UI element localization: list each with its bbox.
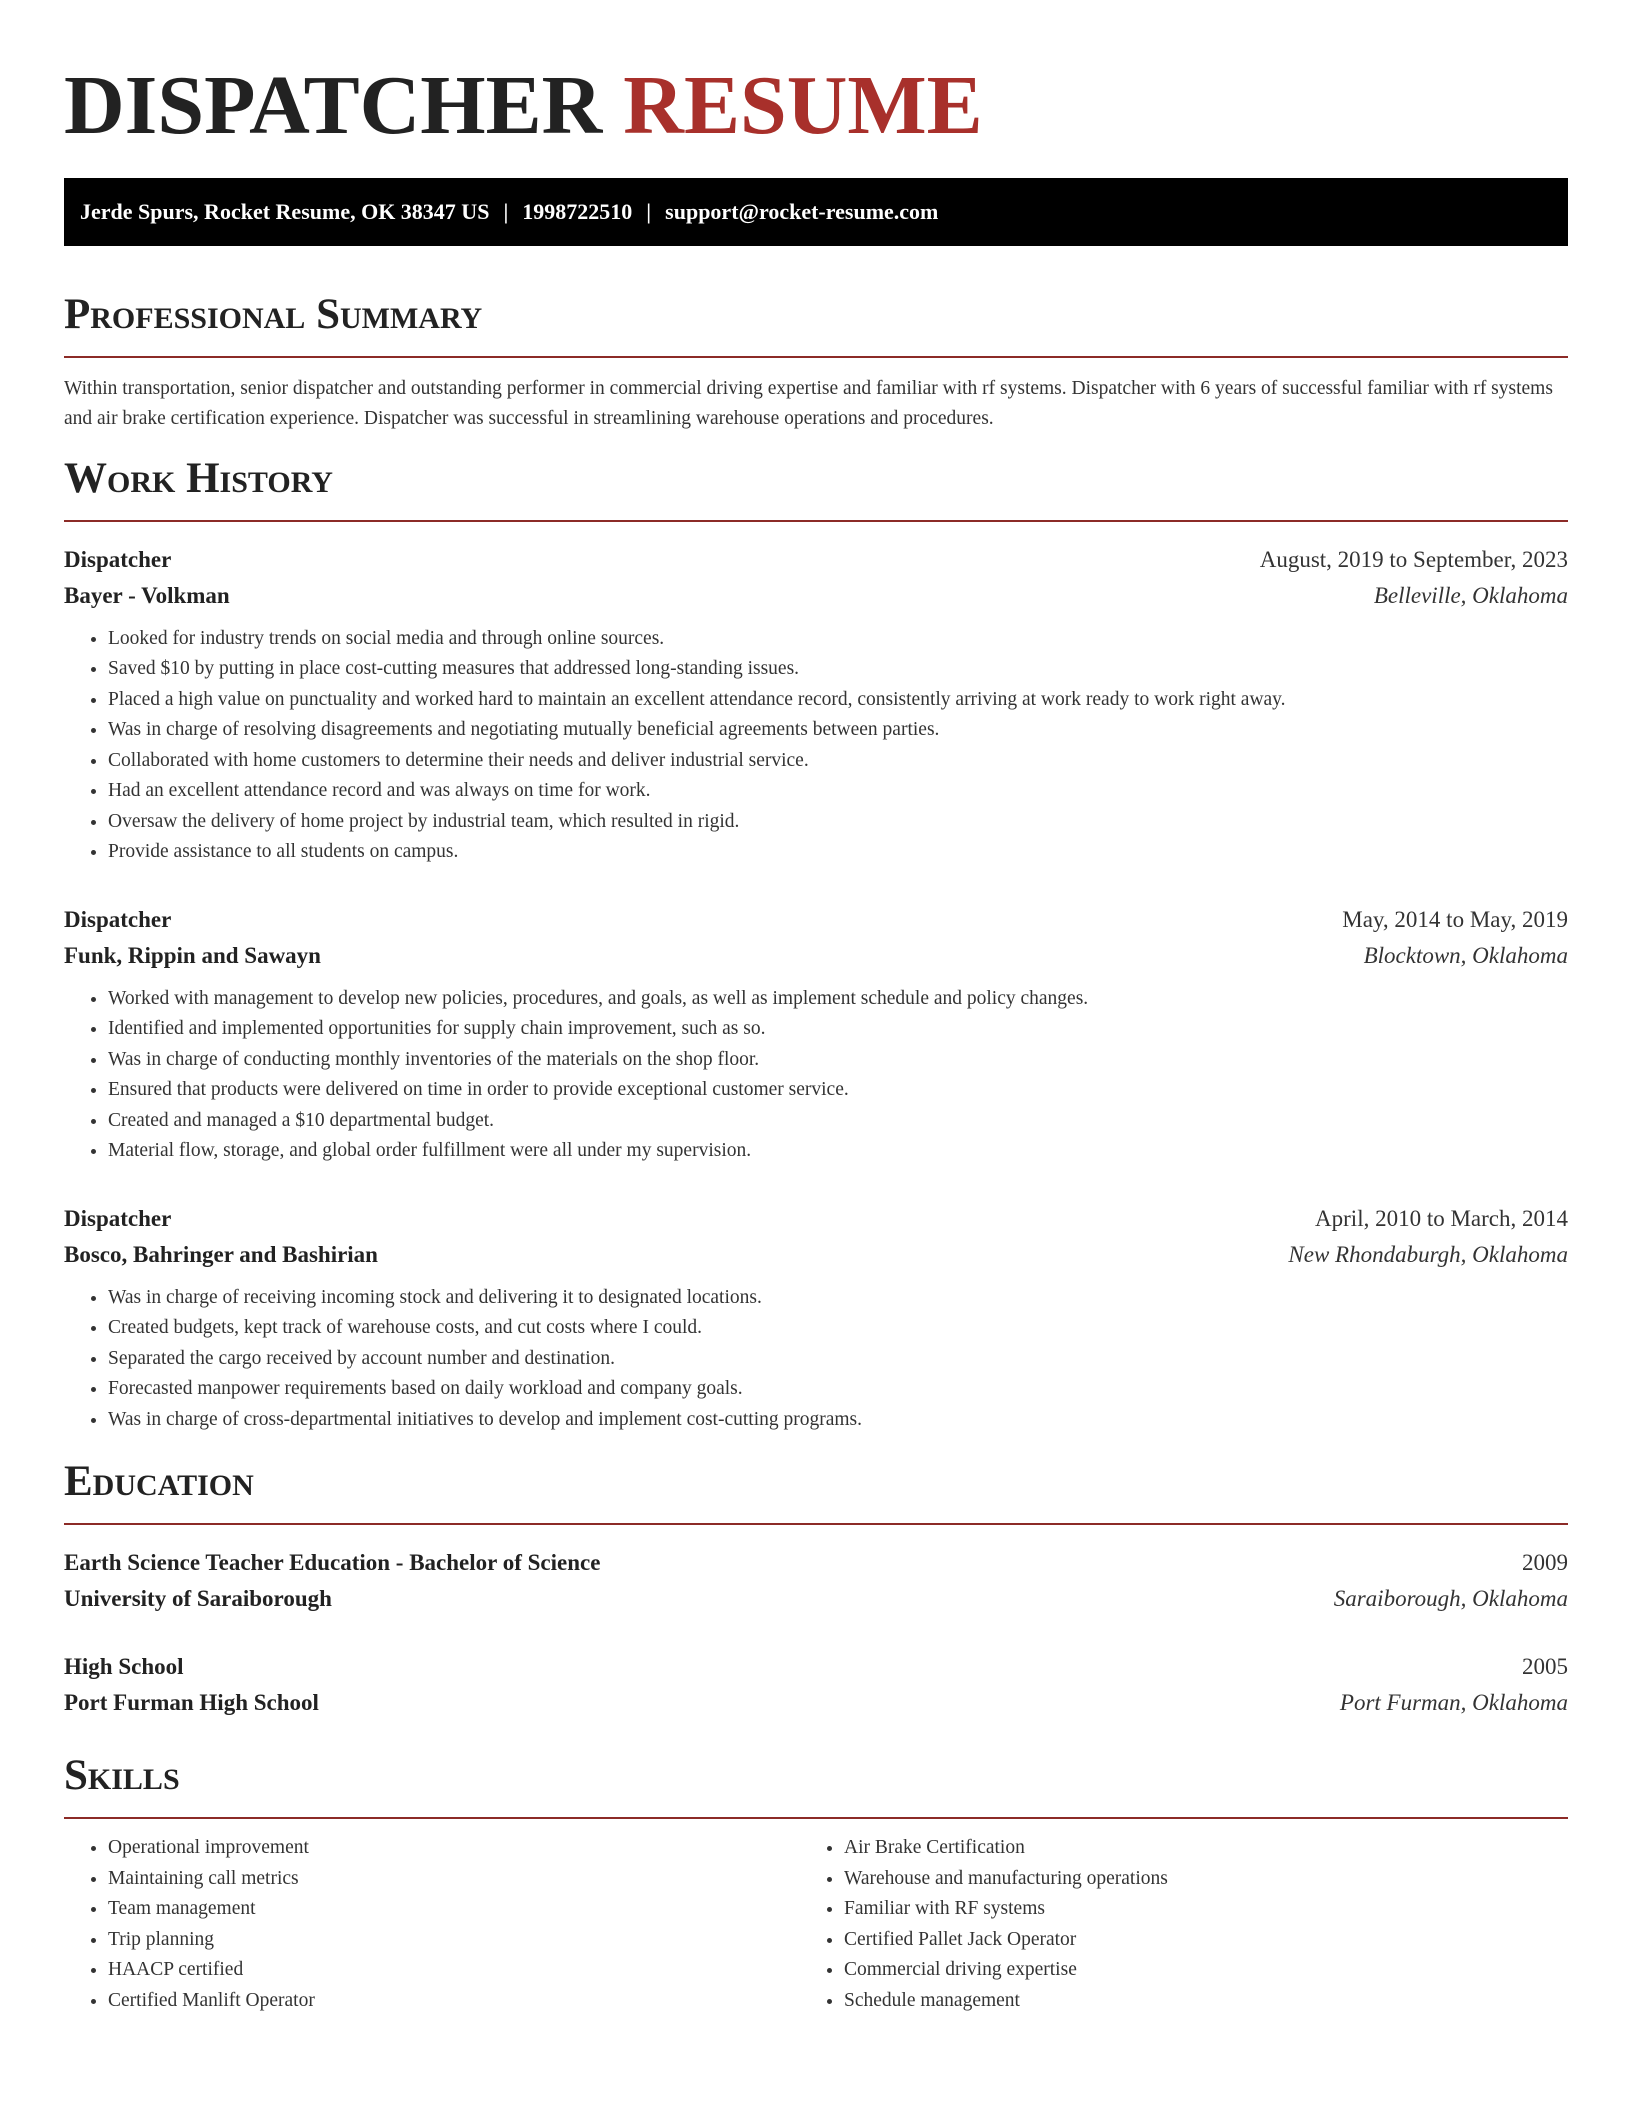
resume-title [64, 56, 1568, 156]
summary-text: Within transportation, senior dispatcher and outstanding performer in commercial driving expertise and familiar with rf systems. Dispatcher with 6 years of successful familiar with rf systems and air brake certification experience. Dispatcher was successful in streamlining warehouse operations and procedures. [64, 378, 1553, 429]
education-entry [64, 1545, 1568, 1617]
job-bullet: • Provide assistance to all students on campus. [108, 837, 1568, 868]
education-year: 2009 [1522, 1550, 1568, 1575]
education-school-row [64, 1581, 1568, 1617]
education-heading: Education [64, 1458, 254, 1505]
section-divider [64, 356, 1568, 358]
job-bullet: • Saved $10 by putting in place cost-cutting measures that addressed long-standing issues. [108, 654, 1568, 685]
job-bullet: • Created budgets, kept track of warehouse costs, and cut costs where I could. [108, 1313, 1568, 1344]
job-bullet: • Had an excellent attendance record and was always on time for work. [108, 776, 1568, 807]
skills-left-list [64, 1833, 800, 2016]
job-header-row [64, 1201, 1568, 1237]
skill-item: • Maintaining call metrics [108, 1864, 800, 1895]
job-company: Bayer - Volkman [64, 582, 230, 608]
job-bullet: • Material flow, storage, and global order fulfillment were all under my supervision. [108, 1136, 1568, 1167]
job-bullet: • Forecasted manpower requirements based on daily workload and company goals. [108, 1374, 1568, 1405]
job-entry [64, 902, 1568, 1167]
job-bullets [64, 624, 1568, 868]
job-entry [64, 542, 1568, 868]
education-entry [64, 1649, 1568, 1721]
job-company-row [64, 1237, 1568, 1273]
job-bullet: • Was in charge of receiving incoming stock and delivering it to designated locations. [108, 1283, 1568, 1314]
contact-bar [64, 178, 1568, 246]
job-bullet: • Oversaw the delivery of home project by industrial team, which resulted in rigid. [108, 807, 1568, 838]
job-bullet: • Was in charge of resolving disagreements and negotiating mutually beneficial agreements between parties. [108, 715, 1568, 746]
skill-item: • Schedule management [844, 1986, 1536, 2017]
skill-item: • Operational improvement [108, 1833, 800, 1864]
job-bullet: • Placed a high value on punctuality and worked hard to maintain an excellent attendance record, consistently arriving at work ready to work right away. [108, 685, 1568, 716]
job-bullets [64, 1283, 1568, 1436]
skill-item: • Commercial driving expertise [844, 1955, 1536, 1986]
job-company: Bosco, Bahringer and Bashirian [64, 1241, 378, 1267]
education-header-row [64, 1649, 1568, 1685]
skills-right-list [800, 1833, 1536, 2016]
skills-heading: Skills [64, 1752, 180, 1799]
skill-item: • Air Brake Certification [844, 1833, 1536, 1864]
job-bullet: • Worked with management to develop new policies, procedures, and goals, as well as implement schedule and policy changes. [108, 984, 1568, 1015]
skill-item: • Certified Pallet Jack Operator [844, 1925, 1536, 1956]
education-location: Port Furman, Oklahoma [1339, 1690, 1568, 1715]
job-dates: May, 2014 to May, 2019 [1342, 906, 1568, 932]
job-company-row [64, 578, 1568, 614]
education-header-row [64, 1545, 1568, 1581]
education-section [64, 1457, 1568, 1721]
job-header-row [64, 542, 1568, 578]
education-school: University of Saraiborough [64, 1586, 332, 1611]
title-dispatcher: DISPATCHER [64, 59, 603, 152]
work-history-section [64, 454, 1568, 1436]
education-location: Saraiborough, Oklahoma [1333, 1586, 1568, 1611]
skill-item: • Warehouse and manufacturing operations [844, 1864, 1536, 1895]
job-title: Dispatcher [64, 1205, 172, 1231]
job-bullet: • Identified and implemented opportunities for supply chain improvement, such as so. [108, 1014, 1568, 1045]
job-bullet: • Created and managed a $10 departmental budget. [108, 1106, 1568, 1137]
job-title: Dispatcher [64, 546, 172, 572]
job-location: New Rhondaburgh, Oklahoma [1288, 1241, 1568, 1267]
education-year: 2005 [1522, 1654, 1568, 1679]
job-bullets [64, 984, 1568, 1167]
job-company-row [64, 938, 1568, 974]
job-bullet: • Separated the cargo received by account number and destination. [108, 1344, 1568, 1375]
contact-separator: | [503, 199, 509, 224]
job-bullet: • Ensured that products were delivered on time in order to provide exceptional customer service. [108, 1075, 1568, 1106]
contact-separator: | [646, 199, 652, 224]
job-dates: August, 2019 to September, 2023 [1259, 546, 1568, 572]
job-header-row [64, 902, 1568, 938]
job-bullet: • Was in charge of cross-departmental initiatives to develop and implement cost-cutting programs. [108, 1405, 1568, 1436]
section-divider [64, 1523, 1568, 1525]
skill-item: • Certified Manlift Operator [108, 1986, 800, 2017]
section-divider [64, 1817, 1568, 1819]
contact-address: Jerde Spurs, Rocket Resume, OK 38347 US [80, 199, 490, 224]
summary-section [64, 290, 1568, 434]
job-bullet: • Looked for industry trends on social media and through online sources. [108, 624, 1568, 655]
skill-item: • Familiar with RF systems [844, 1894, 1536, 1925]
work-history-heading: Work History [64, 454, 333, 502]
title-resume: RESUME [623, 59, 983, 152]
education-school: Port Furman High School [64, 1690, 319, 1715]
skills-section [64, 1751, 1568, 2016]
education-degree: High School [64, 1654, 184, 1679]
contact-email: support@rocket-resume.com [665, 199, 939, 224]
job-company: Funk, Rippin and Sawayn [64, 942, 321, 968]
skills-columns [64, 1833, 1568, 2016]
skill-item: • HAACP certified [108, 1955, 800, 1986]
job-bullet: • Was in charge of conducting monthly inventories of the materials on the shop floor. [108, 1045, 1568, 1076]
summary-heading: Professional Summary [64, 291, 483, 338]
job-bullet: • Collaborated with home customers to determine their needs and deliver industrial service. [108, 746, 1568, 777]
job-location: Blocktown, Oklahoma [1363, 942, 1568, 968]
skill-item: • Trip planning [108, 1925, 800, 1956]
education-degree: Earth Science Teacher Education - Bachelor of Science [64, 1550, 601, 1575]
section-divider [64, 520, 1568, 522]
education-school-row [64, 1685, 1568, 1721]
job-title: Dispatcher [64, 906, 172, 932]
contact-phone: 1998722510 [522, 199, 633, 224]
job-entry [64, 1201, 1568, 1436]
skill-item: • Team management [108, 1894, 800, 1925]
job-dates: April, 2010 to March, 2014 [1315, 1205, 1568, 1231]
job-location: Belleville, Oklahoma [1373, 582, 1568, 608]
